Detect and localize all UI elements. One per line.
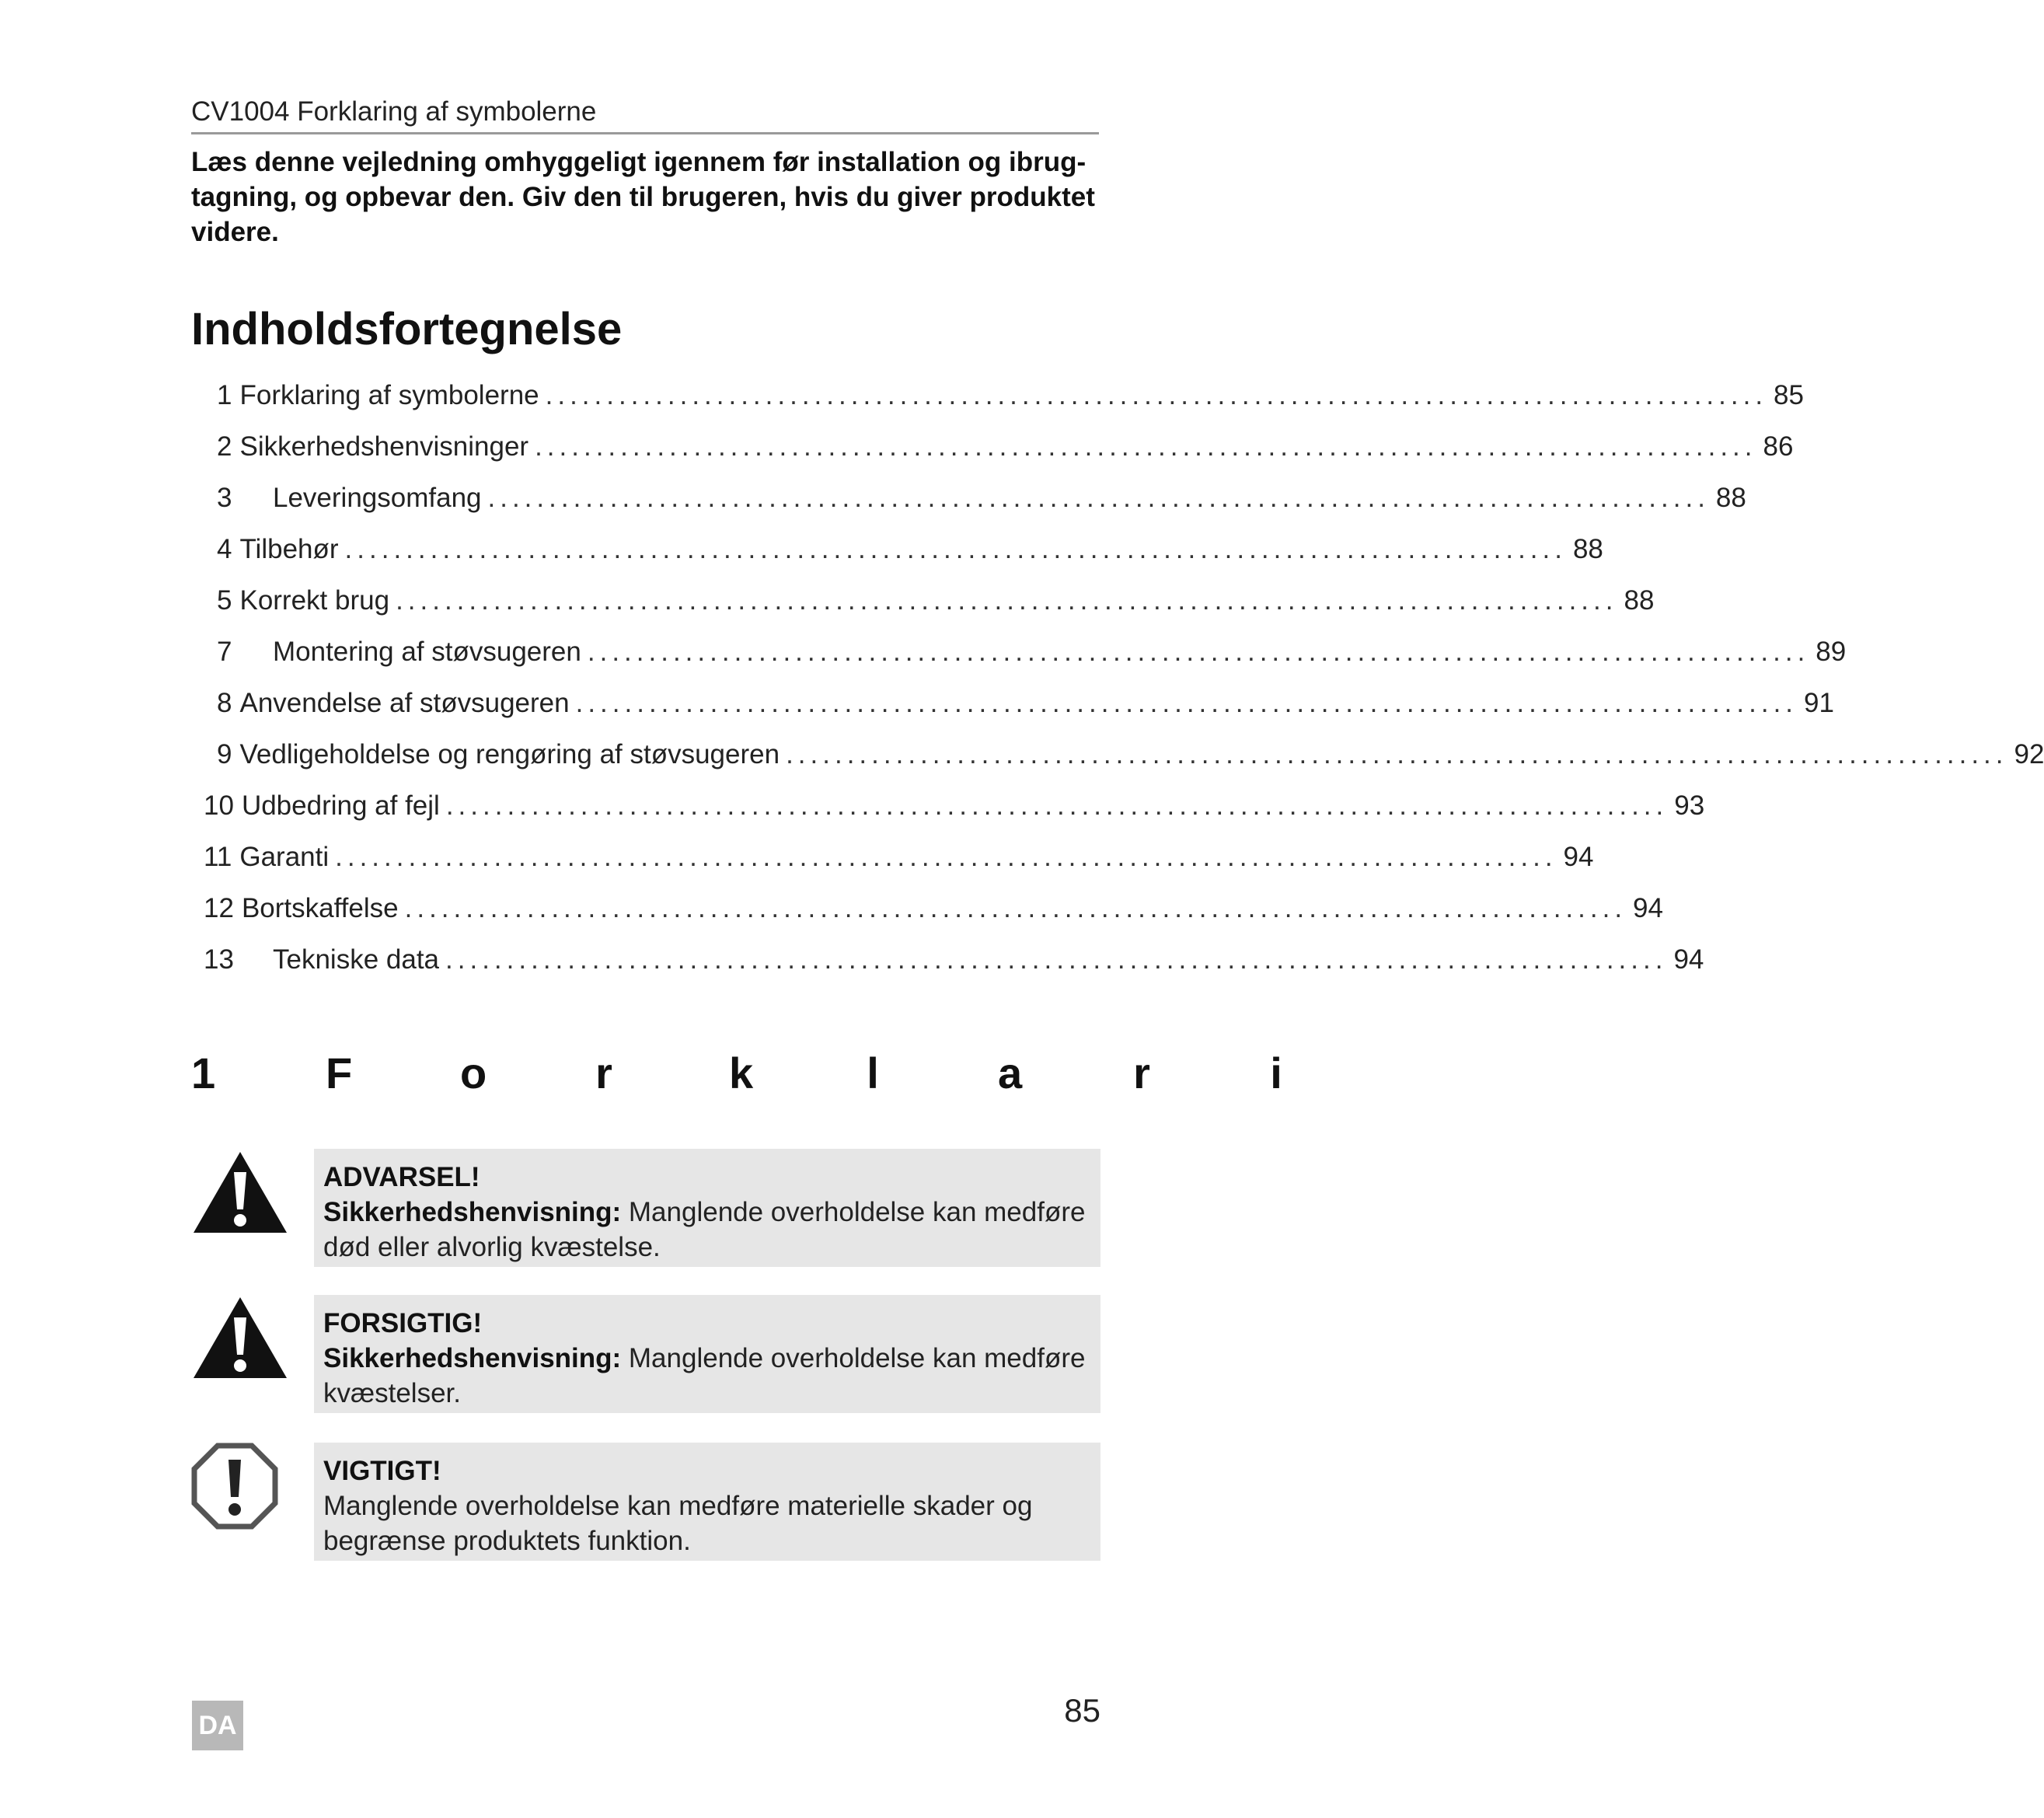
toc-leader: .................................................................................................... xyxy=(786,739,2008,769)
toc-item-page: 92 xyxy=(2014,739,2044,769)
language-badge: DA xyxy=(192,1701,243,1750)
toc-leader: .................................................................................................... xyxy=(545,380,1768,410)
notice-text: Manglende overholdelse kan medføre materielle skader og begrænse produktets funktion. xyxy=(323,1491,1033,1556)
toc-item-12[interactable] xyxy=(204,883,1663,934)
toc-item-label: Korrekt brug xyxy=(239,585,390,616)
intro-line-2: tagning, og opbevar den. Giv den til brugeren, hvis du giver produktet xyxy=(191,182,1095,212)
warning-triangle-icon xyxy=(191,1149,289,1240)
heading-char: k xyxy=(729,1048,754,1097)
intro-text xyxy=(191,145,1099,249)
notice-label: Sikkerhedshenvisning: xyxy=(323,1343,622,1373)
toc-item-number: 9 xyxy=(217,739,232,769)
toc-item-3[interactable] xyxy=(217,473,1746,524)
toc-item-number: 11 xyxy=(204,842,232,872)
notice-title: ADVARSEL! xyxy=(323,1162,480,1192)
heading-char: a xyxy=(998,1048,1023,1097)
intro-line-1: Læs denne vejledning omhyggeligt igennem før installation og ibrug- xyxy=(191,147,1087,177)
toc-item-number: 7 xyxy=(217,637,232,667)
notice-advarsel xyxy=(314,1149,1100,1267)
heading-char: l xyxy=(867,1048,879,1097)
toc-item-1[interactable] xyxy=(217,370,1804,421)
caution-triangle-icon xyxy=(191,1294,289,1385)
toc-leader: .................................................................................................... xyxy=(335,842,1557,872)
heading-char: 1 xyxy=(191,1048,216,1097)
toc-item-page: 94 xyxy=(1633,893,1663,923)
toc-item-number: 8 xyxy=(217,688,232,718)
intro-line-3: videre. xyxy=(191,217,279,247)
toc-leader: .................................................................................................... xyxy=(445,944,1668,975)
notice-title: FORSIGTIG! xyxy=(323,1308,483,1338)
toc-item-11[interactable] xyxy=(204,832,1594,883)
toc-item-number: 10 xyxy=(204,790,234,821)
toc-item-page: 94 xyxy=(1673,944,1704,975)
toc-leader: .................................................................................................... xyxy=(535,431,1757,462)
notice-forsigtig xyxy=(314,1295,1100,1413)
toc-item-10[interactable] xyxy=(204,780,1705,832)
toc-item-9[interactable] xyxy=(217,729,2044,780)
toc-item-page: 85 xyxy=(1774,380,1804,410)
page-number: 85 xyxy=(1064,1692,1100,1729)
toc-item-label: Leveringsomfang xyxy=(273,483,482,513)
toc-item-13[interactable] xyxy=(204,934,1704,986)
toc-item-2[interactable] xyxy=(217,421,1794,473)
heading-char: r xyxy=(595,1048,612,1097)
toc-leader: .................................................................................................... xyxy=(587,637,1810,667)
toc-item-number: 13 xyxy=(204,944,234,975)
heading-char: F xyxy=(326,1048,353,1097)
toc-item-number: 3 xyxy=(217,483,232,513)
section-heading-1 xyxy=(191,1042,1285,1104)
notice-title: VIGTIGT! xyxy=(323,1456,441,1486)
toc-item-number: 12 xyxy=(204,893,234,923)
toc-leader: .................................................................................................... xyxy=(404,893,1627,923)
toc-leader: .................................................................................................... xyxy=(344,534,1567,564)
toc-leader: .................................................................................................... xyxy=(396,585,1618,616)
notice-text: Manglende overholdelse kan medføre død eller alvorlig kvæstelse. xyxy=(323,1197,1086,1262)
toc-item-label: Udbedring af fejl xyxy=(241,790,440,821)
toc-item-7[interactable] xyxy=(217,626,1847,678)
important-octagon-icon xyxy=(191,1443,278,1534)
toc-item-label: Forklaring af symbolerne xyxy=(239,380,539,410)
heading-char: r xyxy=(1133,1048,1150,1097)
toc-item-number: 5 xyxy=(217,585,232,616)
toc-item-5[interactable] xyxy=(217,575,1655,626)
toc-leader: .................................................................................................... xyxy=(575,688,1798,718)
toc-item-4[interactable] xyxy=(217,524,1603,575)
toc-item-label: Sikkerhedshenvisninger xyxy=(239,431,529,462)
toc-item-label: Montering af støvsugeren xyxy=(273,637,581,667)
toc-item-page: 89 xyxy=(1816,637,1847,667)
toc-leader: .................................................................................................... xyxy=(445,790,1669,821)
toc-item-number: 1 xyxy=(217,380,232,410)
page-header: CV1004 Forklaring af symbolerne xyxy=(191,95,1099,134)
toc-item-label: Bortskaffelse xyxy=(241,893,399,923)
toc-item-page: 93 xyxy=(1674,790,1705,821)
notice-vigtigt xyxy=(314,1443,1100,1561)
toc-item-page: 91 xyxy=(1804,688,1834,718)
toc-item-number: 2 xyxy=(217,431,232,462)
toc-title: Indholdsfortegnelse xyxy=(191,304,623,354)
toc-item-8[interactable] xyxy=(217,678,1834,729)
toc-item-page: 88 xyxy=(1572,534,1603,564)
toc-item-label: Garanti xyxy=(239,842,330,872)
toc-item-label: Tekniske data xyxy=(273,944,440,975)
toc-item-label: Vedligeholdelse og rengøring af støvsugeren xyxy=(239,739,780,769)
toc-item-page: 94 xyxy=(1563,842,1594,872)
toc-item-page: 86 xyxy=(1763,431,1794,462)
toc-item-label: Anvendelse af støvsugeren xyxy=(239,688,570,718)
toc-item-page: 88 xyxy=(1715,483,1746,513)
toc-item-page: 88 xyxy=(1624,585,1655,616)
notice-text: Manglende overholdelse kan medføre kvæstelser. xyxy=(323,1343,1086,1408)
toc-item-label: Tilbehør xyxy=(239,534,339,564)
toc-item-number: 4 xyxy=(217,534,232,564)
notice-label: Sikkerhedshenvisning: xyxy=(323,1197,622,1227)
toc-leader: .................................................................................................... xyxy=(487,483,1710,513)
heading-char: i xyxy=(1270,1048,1282,1097)
heading-char: o xyxy=(460,1048,487,1097)
